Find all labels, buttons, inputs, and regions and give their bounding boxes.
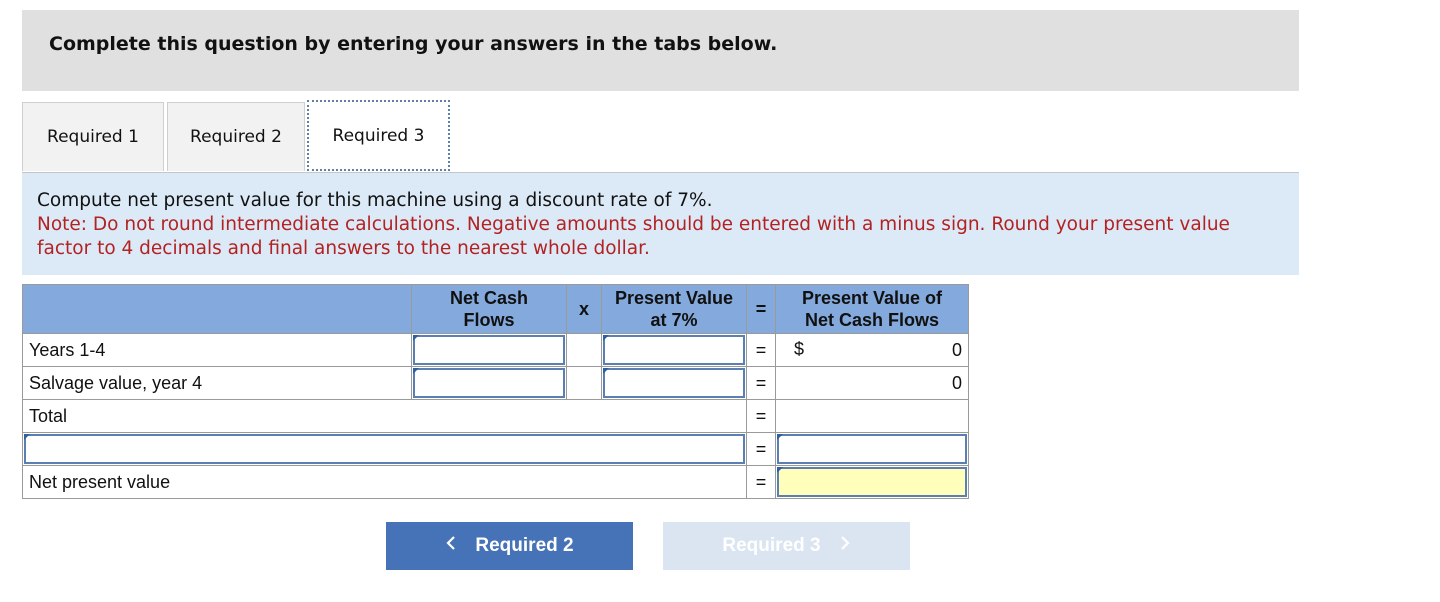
- years-cash-flow-cell: [412, 334, 567, 367]
- question-text: Compute net present value for this machine using a discount rate of 7%.: [37, 190, 713, 211]
- extra-label-cell: [23, 433, 747, 466]
- row-label-salvage: Salvage value, year 4: [23, 367, 412, 400]
- years-pv-value: 0: [951, 339, 962, 360]
- header-blank: [23, 285, 412, 334]
- prev-required-2-button[interactable]: [386, 522, 633, 570]
- table-row: [23, 400, 969, 433]
- table-row: [23, 433, 969, 466]
- note-text: Note: Do not round intermediate calculations. Negative amounts should be entered with a minus sign. Round your present value factor to 4 decimals and final answers to the nearest whole dollar.: [37, 214, 1230, 259]
- years-cash-flow-input[interactable]: [413, 335, 565, 365]
- times-spacer: [567, 367, 602, 400]
- years-pv-factor-input[interactable]: [603, 335, 745, 365]
- question-panel: [22, 173, 1299, 275]
- prev-button-label: Required 2: [475, 535, 574, 556]
- table-header-row: [23, 285, 969, 334]
- extra-value-cell: [776, 433, 969, 466]
- tab-bar: [22, 102, 1299, 173]
- dropdown-marker-icon: [603, 335, 609, 341]
- tab-required-3[interactable]: Required 3: [307, 100, 450, 171]
- chevron-left-icon: [445, 535, 457, 557]
- equals-sign: =: [747, 466, 776, 499]
- header-net-cash-flows: Net Cash Flows: [412, 285, 567, 334]
- currency-symbol: $: [794, 339, 805, 359]
- total-result: [776, 400, 969, 433]
- years-pv-factor-cell: [602, 334, 747, 367]
- table-row: [23, 367, 969, 400]
- equals-sign: =: [747, 433, 776, 466]
- table-row: [23, 466, 969, 499]
- equals-sign: =: [747, 367, 776, 400]
- net-pv-cell: [776, 466, 969, 499]
- dropdown-marker-icon: [413, 368, 419, 374]
- npv-table: [22, 284, 969, 499]
- equals-sign: =: [747, 400, 776, 433]
- extra-value-input[interactable]: [777, 434, 967, 464]
- instructions-banner: [22, 10, 1299, 91]
- header-times: x: [567, 285, 602, 334]
- salvage-cash-flow-cell: [412, 367, 567, 400]
- tab-required-1[interactable]: Required 1: [22, 102, 164, 171]
- salvage-pv-factor-cell: [602, 367, 747, 400]
- chevron-right-icon: [839, 535, 851, 557]
- dropdown-marker-icon: [603, 368, 609, 374]
- instructions-text: Complete this question by entering your answers in the tabs below.: [49, 33, 778, 55]
- tab-required-2[interactable]: Required 2: [167, 102, 305, 171]
- row-label-total: Total: [23, 400, 747, 433]
- times-spacer: [567, 334, 602, 367]
- salvage-pv-value: 0: [951, 372, 962, 393]
- dropdown-marker-icon: [24, 434, 30, 440]
- header-equals: =: [747, 285, 776, 334]
- dropdown-marker-icon: [413, 335, 419, 341]
- equals-sign: =: [747, 334, 776, 367]
- dropdown-marker-icon: [777, 467, 783, 473]
- years-pv-result: [776, 334, 969, 367]
- header-pv-net-cash-flows: Present Value of Net Cash Flows: [776, 285, 969, 334]
- next-required-3-button: [663, 522, 910, 570]
- salvage-pv-result: [776, 367, 969, 400]
- row-label-net-pv: Net present value: [23, 466, 747, 499]
- next-button-label: Required 3: [722, 535, 821, 556]
- salvage-cash-flow-input[interactable]: [413, 368, 565, 398]
- header-pv-factor: Present Value at 7%: [602, 285, 747, 334]
- dropdown-marker-icon: [777, 434, 783, 440]
- row-label-years: Years 1-4: [23, 334, 412, 367]
- net-pv-input[interactable]: [777, 467, 967, 497]
- table-row: [23, 334, 969, 367]
- salvage-pv-factor-input[interactable]: [603, 368, 745, 398]
- extra-label-input[interactable]: [24, 434, 745, 464]
